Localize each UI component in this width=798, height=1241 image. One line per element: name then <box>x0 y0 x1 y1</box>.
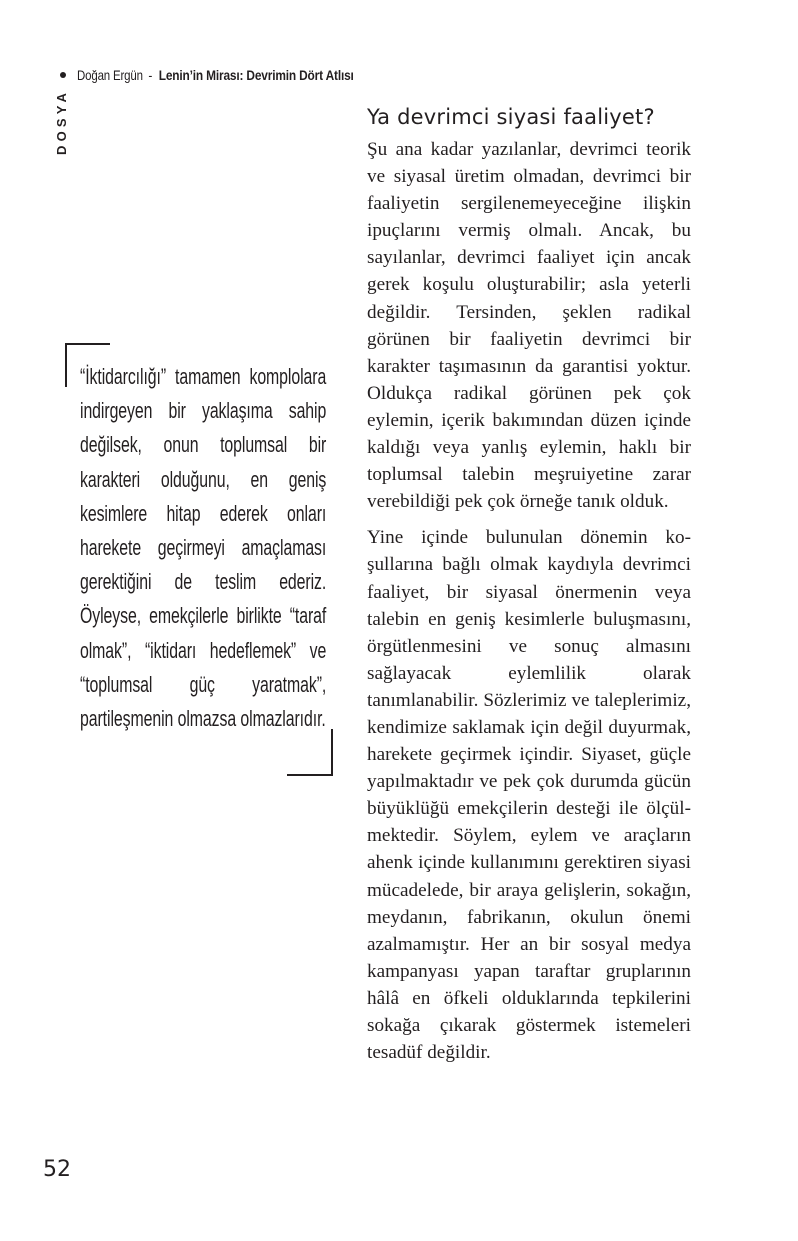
header-separator: - <box>148 67 153 83</box>
header-book-title: Lenin’in Mirası: Devrimin Dört Atlısı <box>159 67 355 83</box>
header-title-group <box>145 67 354 83</box>
pull-quote-bracket-bottom-right-vertical <box>331 729 333 776</box>
page-number: 52 <box>43 1157 71 1182</box>
body-paragraph: Şu ana kadar yazılanlar, devrimci teorik ve siyasal üretim olmadan, devrimci bir faaliyetin sergilenemeyeceğine ilişkin ipuçlarını vermiş olmalı. Ancak, bu sayılanlar, devrimci faaliyet için ancak gerek koşulu oluşturabilir; asla yeterli değildir. Tersinden, şeklen radikal görünen bir faaliyetin devrimci bir karakter taşımasının da garantisi yoktur. Oldukça radikal görünen pek çok eylemin, içerik bakımından düzen içinde kaldığı veya yanlış eylemin, haklı bir toplumsal talebin meşruiyetine zarar verebildiği pek çok örneğe tanık olduk. <box>367 139 691 513</box>
section-heading: Ya devrimci siyasi faaliyet? <box>367 105 655 129</box>
article-column <box>367 100 691 1066</box>
pull-quote-bracket-bottom-right-horizontal <box>287 774 333 776</box>
pull-quote-bracket-top-left-vertical <box>65 343 67 387</box>
body-paragraph: Yine içinde bulunulan dönemin koşullarına bağlı olmak kaydıyla devrimci faaliyet, bir siyasal önermenin veya talebin en geniş kesimlerle buluşmasını, örgütlenmesini ve sonuç almasını sağlayacak eylemlilik olarak tanımlanabilir. Sözlerimiz ve taleplerimiz, kendimize saklamak için değil duyurmak, harekete geçirmek içindir. Siyaset, güçle yapılmaktadır ve pek çok durumda gücün büyüklüğü emekçilerin desteği ile ölçülmektedir. Söylem, eylem ve araçların ahenk içinde kullanımını gerektiren siyasi mücadelede, bir araya gelişlerin, sokağın, meydanın, fabrikanın, okulun önemi azalmamıştır. Her an bir sosyal medya kampanyası yapan taraftar gruplarının hâlâ en öfkeli olduklarında tepkilerini sokağa çıkarak göstermek istemeleri tesadüf değildir. <box>367 527 691 1064</box>
pull-quote <box>80 360 326 736</box>
pull-quote-text: “İktidarcılığı” tamamen komplolara indirgeyen bir yaklaşıma sahip değilsek, onun toplumsal bir karakteri olduğunu, en geniş kesimlere hitap ederek onları harekete geçirmeyi amaçlaması gerektiğini de teslim ederiz. Öyleyse, emekçilerle birlikte “taraf olmak”, “iktidarı hedeflemek” ve “toplumsal güç yaratmak”, partileşmenin olmazsa olmazlarıdır. <box>80 364 327 732</box>
pull-quote-bracket-top-left-horizontal <box>65 343 110 345</box>
bullet-dot-icon <box>60 72 66 78</box>
section-label: DOSYA <box>54 88 69 155</box>
running-header <box>60 64 391 86</box>
header-author: Doğan Ergün <box>77 67 143 83</box>
